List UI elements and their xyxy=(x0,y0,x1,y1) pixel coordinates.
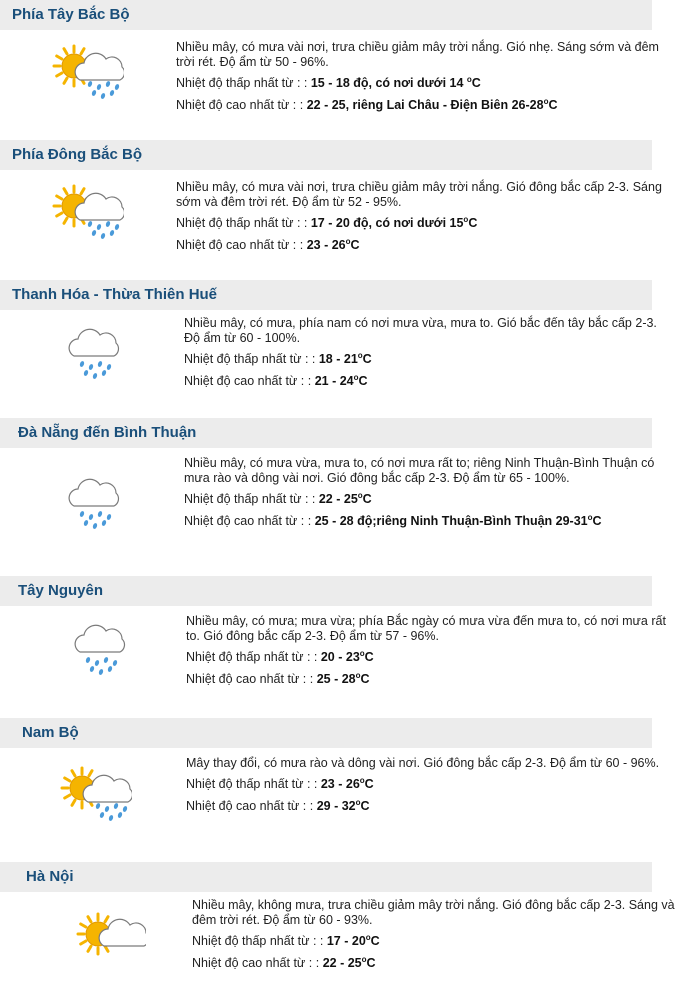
high-temperature xyxy=(186,799,676,814)
low-temperature xyxy=(184,492,674,507)
low-temperature-value: 15 - 18 độ, có nơi dưới 14 $^o$C xyxy=(310,74,481,90)
high-temperature-label: Nhiệt độ cao nhất từ : : xyxy=(176,98,304,112)
region-forecast xyxy=(176,40,666,120)
high-temperature-value: 25 - 28$^o$C xyxy=(316,670,370,686)
high-temperature xyxy=(184,514,674,529)
low-temperature-label: Nhiệt độ thấp nhất từ : : xyxy=(184,352,316,366)
high-temperature xyxy=(176,238,666,253)
forecast-description: Nhiều mây, không mưa, trưa chiều giảm mây trời nắng. Gió đông bắc cấp 2-3. Sáng và đêm trời rét. Độ ẩm từ 60 - 93%. xyxy=(192,898,675,927)
region-title: Tây Nguyên xyxy=(18,582,104,599)
cloud-rain-icon xyxy=(60,478,132,538)
region-title: Hà Nội xyxy=(26,868,74,885)
cloud-rain-icon xyxy=(66,624,138,684)
low-temperature-value: 23 - 26$^o$C xyxy=(320,775,374,791)
low-temperature xyxy=(186,650,676,665)
high-temperature-label: Nhiệt độ cao nhất từ : : xyxy=(184,374,312,388)
region-forecast xyxy=(186,614,676,694)
region-header xyxy=(0,418,652,448)
forecast-description: Nhiều mây, có mưa vài nơi, trưa chiều giảm mây trời nắng. Gió nhẹ. Sáng sớm và đêm trời rét. Độ ẩm từ 50 - 96%. xyxy=(176,40,659,69)
region-header xyxy=(0,718,652,748)
low-temperature-label: Nhiệt độ thấp nhất từ : : xyxy=(184,492,316,506)
region-title: Phía Tây Bắc Bộ xyxy=(12,6,130,23)
forecast-description: Nhiều mây, có mưa; mưa vừa; phía Bắc ngày có mưa vừa đến mưa to, có nơi mưa rất to. Gió đông bắc cấp 2-3. Độ ẩm từ 57 - 96%. xyxy=(186,614,666,643)
high-temperature-label: Nhiệt độ cao nhất từ : : xyxy=(184,514,312,528)
cloud-rain-icon xyxy=(60,328,132,388)
high-temperature-label: Nhiệt độ cao nhất từ : : xyxy=(176,238,304,252)
low-temperature-value: 18 - 21$^o$C xyxy=(318,350,372,366)
region-forecast xyxy=(192,898,680,978)
forecast-description: Nhiều mây, có mưa vài nơi, trưa chiều giảm mây trời nắng. Gió đông bắc cấp 2-3. Sáng sớm và đêm trời rét. Độ ẩm từ 52 - 95%. xyxy=(176,180,662,209)
region-forecast xyxy=(176,180,666,260)
high-temperature xyxy=(184,374,674,389)
high-temperature-value: 25 - 28 độ;riêng Ninh Thuận-Bình Thuận 29-31$^o$C xyxy=(314,512,602,528)
forecast-description: Nhiều mây, có mưa vừa, mưa to, có nơi mưa rất to; riêng Ninh Thuận-Bình Thuận có mưa rào và dông vài nơi. Gió đông bắc cấp 2-3. Độ ẩm từ 65 - 100%. xyxy=(184,456,655,485)
low-temperature xyxy=(176,76,666,91)
sun-cloud-rain-icon xyxy=(52,184,124,244)
low-temperature xyxy=(184,352,674,367)
low-temperature-label: Nhiệt độ thấp nhất từ : : xyxy=(186,777,318,791)
region-header xyxy=(0,140,652,170)
high-temperature-value: 22 - 25, riêng Lai Châu - Điện Biên 26-28$^o$C xyxy=(306,96,558,112)
high-temperature-value: 22 - 25$^o$C xyxy=(322,954,376,970)
high-temperature-label: Nhiệt độ cao nhất từ : : xyxy=(186,672,314,686)
high-temperature-label: Nhiệt độ cao nhất từ : : xyxy=(186,799,314,813)
region-header xyxy=(0,862,652,892)
high-temperature-value: 23 - 26$^o$C xyxy=(306,236,360,252)
forecast-description: Nhiều mây, có mưa, phía nam có nơi mưa vừa, mưa to. Gió bắc đến tây bắc cấp 2-3. Độ ẩm từ 60 - 100%. xyxy=(184,316,657,345)
region-forecast xyxy=(184,316,674,396)
low-temperature-value: 20 - 23$^o$C xyxy=(320,648,374,664)
high-temperature xyxy=(176,98,666,113)
region-title: Nam Bộ xyxy=(22,724,79,741)
low-temperature-label: Nhiệt độ thấp nhất từ : : xyxy=(186,650,318,664)
region-forecast xyxy=(186,756,676,821)
low-temperature xyxy=(176,216,666,231)
low-temperature-label: Nhiệt độ thấp nhất từ : : xyxy=(176,216,308,230)
region-header xyxy=(0,280,652,310)
low-temperature-label: Nhiệt độ thấp nhất từ : : xyxy=(176,76,308,90)
forecast-description: Mây thay đổi, có mưa rào và dông vài nơi. Gió đông bắc cấp 2-3. Độ ẩm từ 60 - 96%. xyxy=(186,756,660,770)
high-temperature-label: Nhiệt độ cao nhất từ : : xyxy=(192,956,320,970)
region-title: Đà Nẵng đến Bình Thuận xyxy=(18,424,197,441)
low-temperature-value: 17 - 20$^o$C xyxy=(326,932,380,948)
low-temperature-label: Nhiệt độ thấp nhất từ : : xyxy=(192,934,324,948)
high-temperature-value: 21 - 24$^o$C xyxy=(314,372,368,388)
sun-cloud-icon xyxy=(74,908,146,968)
region-title: Thanh Hóa - Thừa Thiên Huế xyxy=(12,286,218,303)
low-temperature-value: 17 - 20 độ, có nơi dưới 15$^o$C xyxy=(310,214,478,230)
sun-cloud-rain-icon xyxy=(52,44,124,104)
region-header xyxy=(0,576,652,606)
region-forecast xyxy=(184,456,674,536)
region-header xyxy=(0,0,652,30)
low-temperature xyxy=(192,934,680,949)
high-temperature xyxy=(192,956,680,971)
low-temperature-value: 22 - 25$^o$C xyxy=(318,490,372,506)
high-temperature-value: 29 - 32$^o$C xyxy=(316,797,370,813)
high-temperature xyxy=(186,672,676,687)
region-title: Phía Đông Bắc Bộ xyxy=(12,146,143,163)
sun-cloud-rain-icon xyxy=(60,766,132,826)
low-temperature xyxy=(186,777,676,792)
